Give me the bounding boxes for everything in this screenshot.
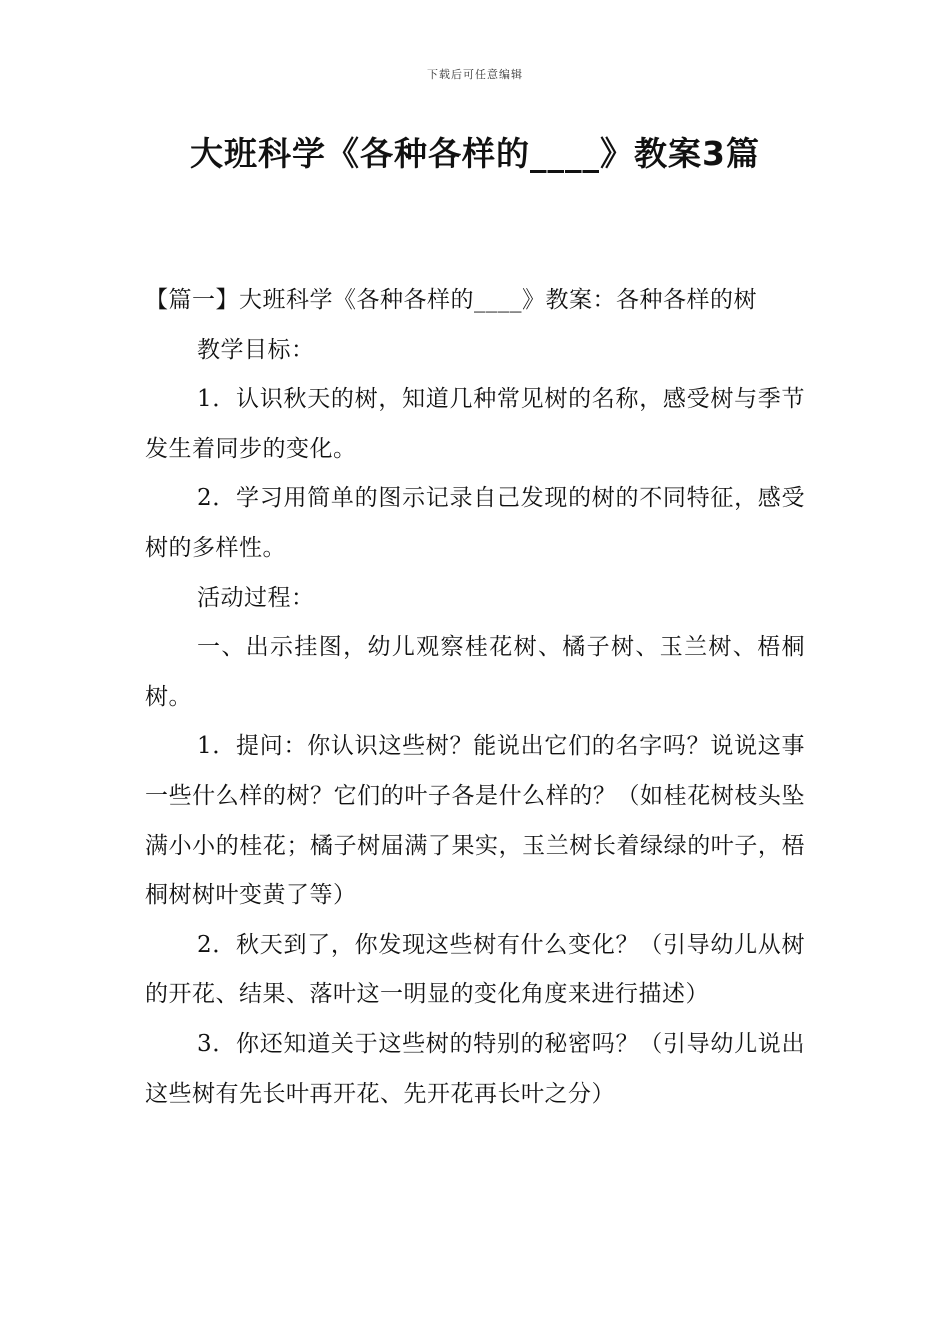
document-title: 大班科学《各种各样的____》教案3篇: [190, 134, 760, 173]
paragraph-question-2: 2．秋天到了，你发现这些树有什么变化？（引导幼儿从树的开花、结果、落叶这一明显的变化角度来进行描述）: [145, 931, 805, 1008]
paragraph-step-1: 一、出示挂图，幼儿观察桂花树、橘子树、玉兰树、梧桐树。: [145, 634, 805, 710]
paragraph-goal-2: 2．学习用简单的图示记录自己发现的树的不同特征，感受树的多样性。: [145, 485, 805, 561]
paragraph-question-1: 1．提问：你认识这些树？能说出它们的名字吗？说说这事一些什么样的树？它们的叶子各是什么样的？（如桂花树枝头坠满小小的桂花；橘子树届满了果实，玉兰树长着绿绿的叶子，梧桐树树叶变黄了等）: [145, 733, 805, 909]
section-heading: 【篇一】大班科学《各种各样的____》教案：各种各样的树: [145, 287, 757, 313]
paragraph-process-label: 活动过程：: [197, 584, 315, 611]
paragraph-goal-1: 1．认识秋天的树，知道几种常见树的名称，感受树与季节发生着同步的变化。: [145, 386, 805, 462]
paragraph-question-3: 3．你还知道关于这些树的特别的秘密吗？（引导幼儿说出这些树有先长叶再开花、先开花再长叶之分）: [145, 1030, 805, 1107]
paragraph-goals-label: 教学目标：: [197, 336, 315, 363]
header-note: 下载后可任意编辑: [427, 68, 523, 81]
document-body: [145, 276, 805, 1119]
